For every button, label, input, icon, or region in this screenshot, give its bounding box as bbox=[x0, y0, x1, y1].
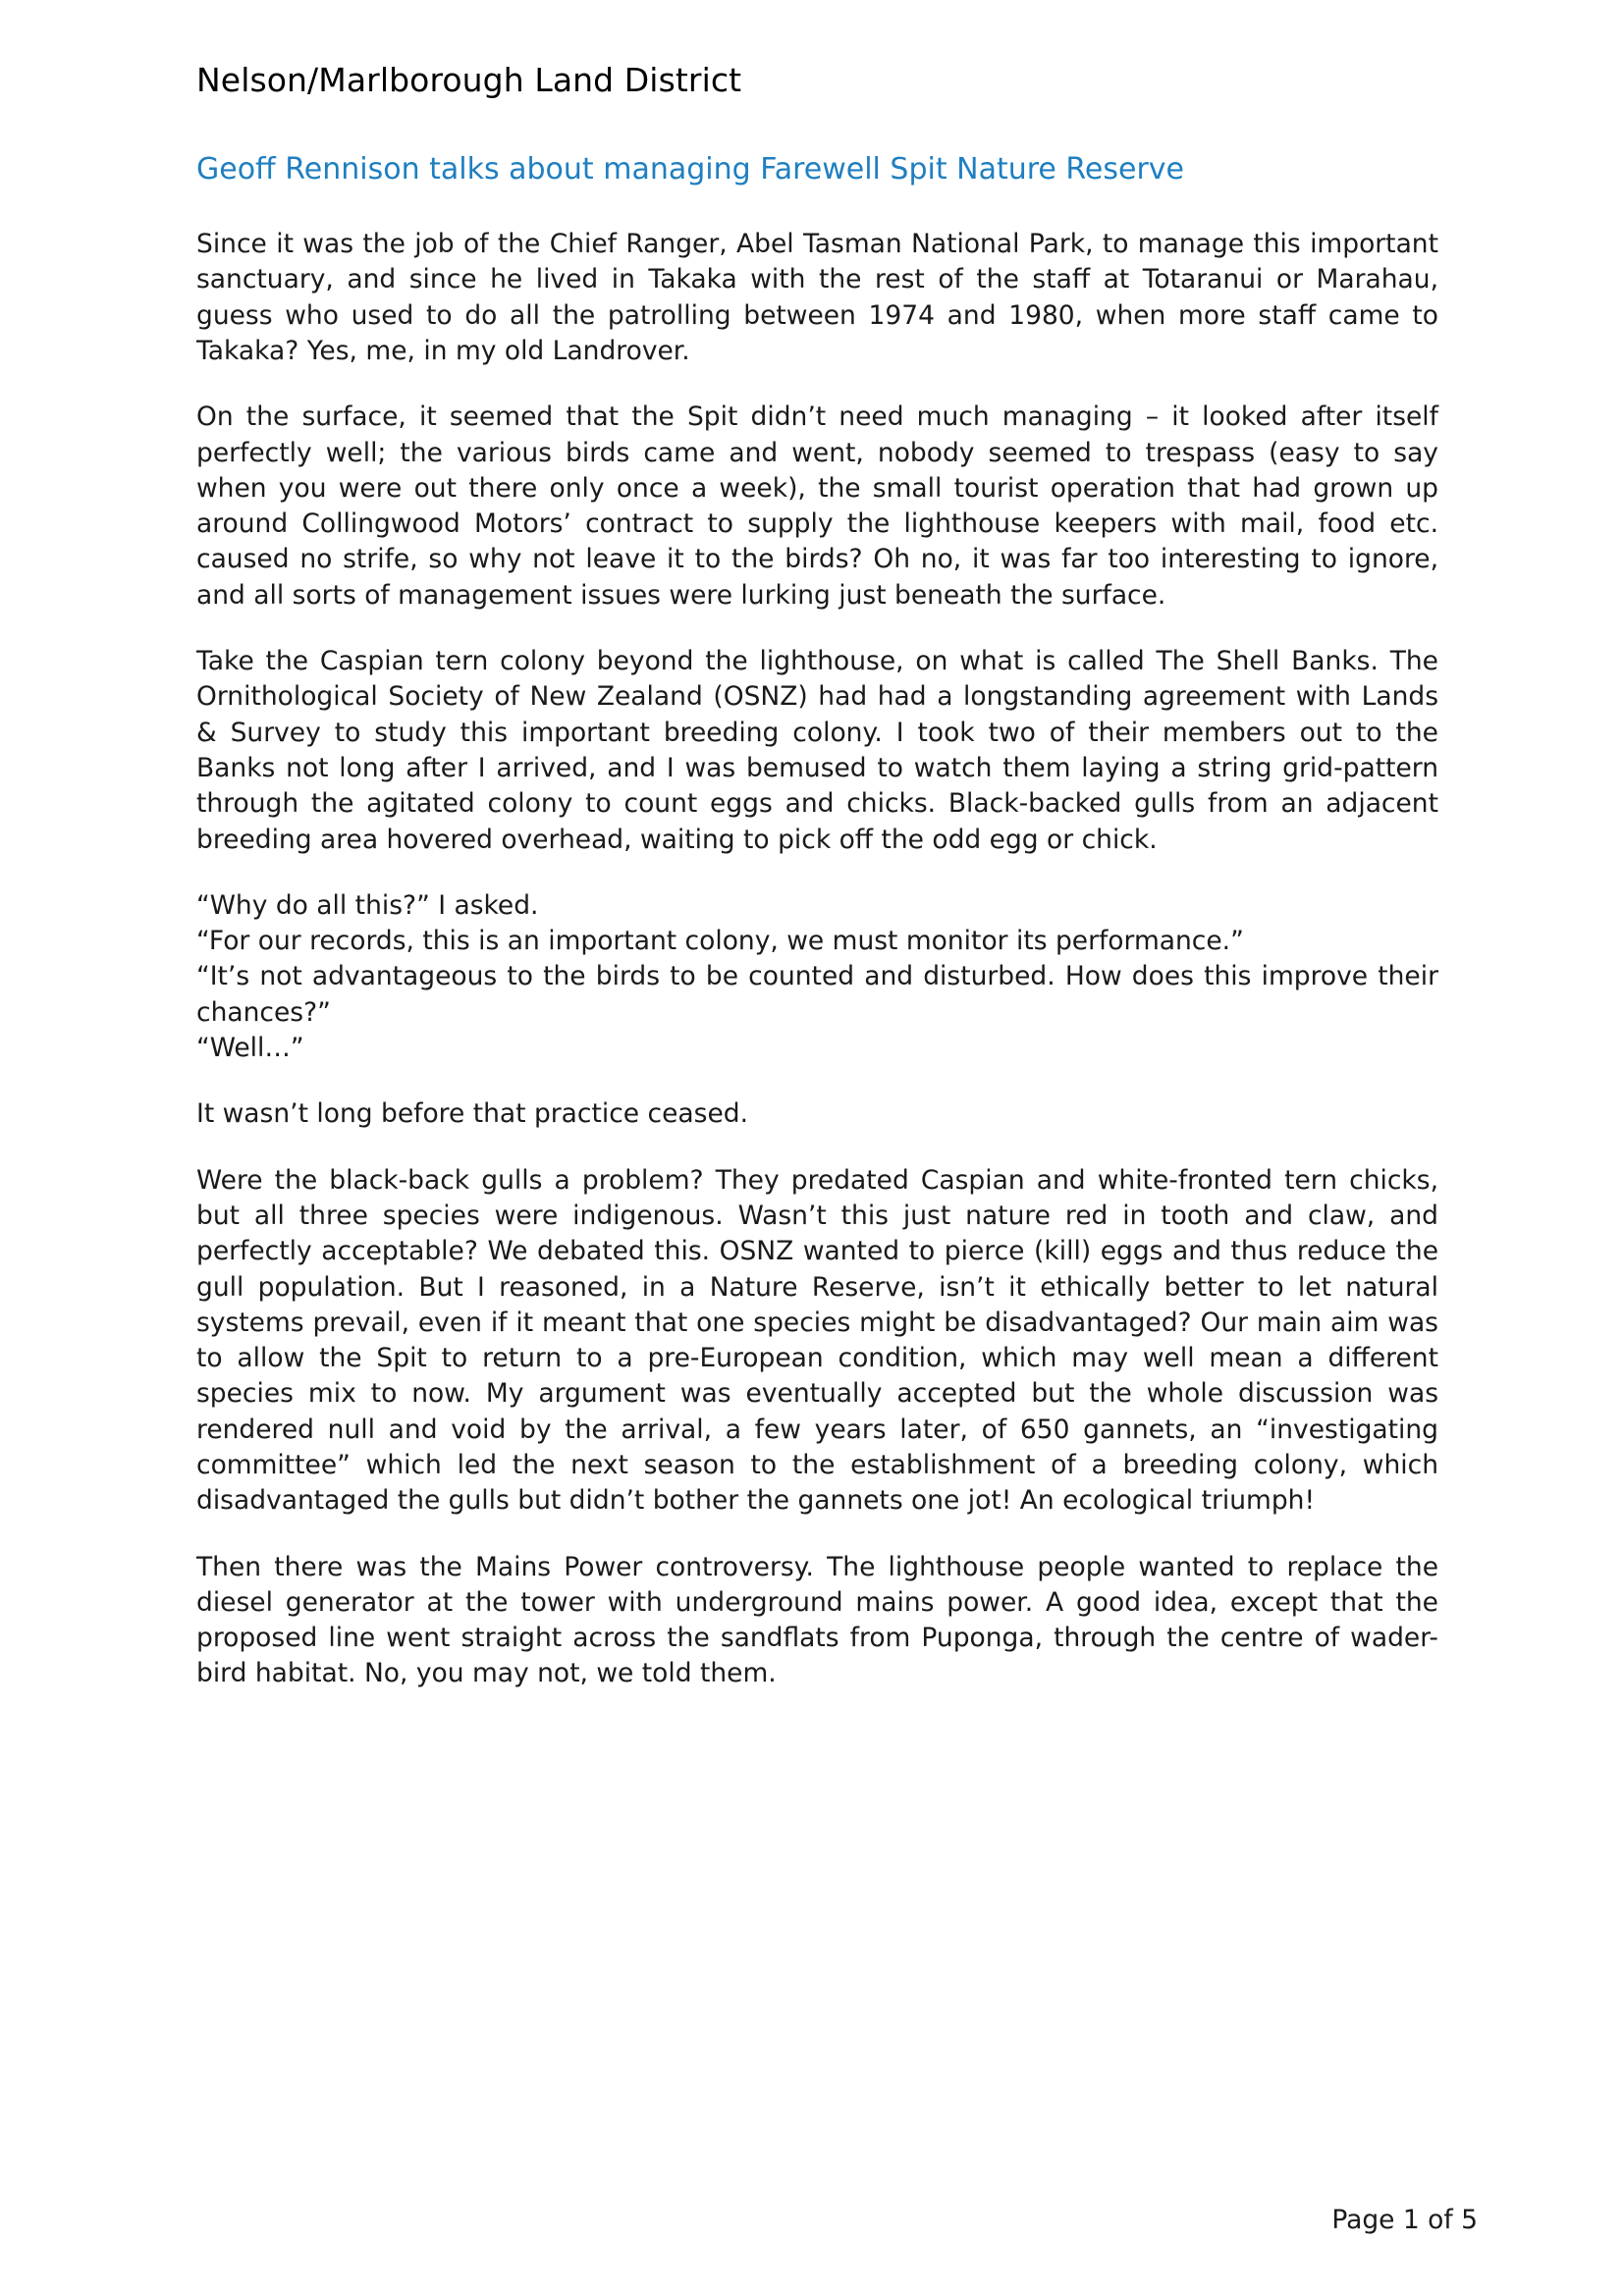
dialogue-line: “It’s not advantageous to the birds to be counted and disturbed. How does this improve their chances?” bbox=[196, 961, 1438, 1028]
page-number: Page 1 of 5 bbox=[1331, 2205, 1478, 2235]
paragraph: Then there was the Mains Power controversy. The lighthouse people wanted to replace the diesel generator at the tower with underground mains power. A good idea, except that the proposed line went straight across the sandflats from Puponga, through the centre of wader-bird habitat. No, you may not, we told them. bbox=[196, 1551, 1438, 1689]
dialogue-line: “Why do all this?” I asked. bbox=[196, 889, 539, 921]
dialogue-line: “Well…” bbox=[196, 1033, 304, 1064]
article-title: Geoff Rennison talks about managing Farewell Spit Nature Reserve bbox=[196, 151, 1184, 187]
paragraph: Take the Caspian tern colony beyond the lighthouse, on what is called The Shell Banks. The Ornithological Society of New Zealand (OSNZ) had had a longstanding agreement with Lands & Survey to study this important breeding colony. I took two of their members out to the Banks not long after I arrived, and I was bemused to watch them laying a string grid-pattern through the agitated colony to count eggs and chicks. Black-backed gulls from an adjacent breeding area hovered overhead, waiting to pick off the odd egg or chick. bbox=[196, 646, 1438, 855]
dialogue-block bbox=[196, 888, 1438, 1066]
paragraph: On the surface, it seemed that the Spit didn’t need much managing – it looked after itself perfectly well; the various birds came and went, nobody seemed to trespass (easy to say when you were out there only once a week), the small tourist operation that had grown up around Collingwood Motors’ contract to supply the lighthouse keepers with mail, food etc. caused no strife, so why not leave it to the birds? Oh no, it was far too interesting to ignore, and all sorts of management issues were lurking just beneath the surface. bbox=[196, 401, 1438, 611]
paragraph: Were the black-back gulls a problem? They predated Caspian and white-fronted tern chicks, but all three species were indigenous. Wasn’t this just nature red in tooth and claw, and perfectly acceptable? We debated this. OSNZ wanted to pierce (kill) eggs and thus reduce the gull population. But I reasoned, in a Nature Reserve, isn’t it ethically better to let natural systems prevail, even if it meant that one species might be disadvantaged? Our main aim was to allow the Spit to return to a pre-European condition, which may well mean a different species mix to now. My argument was eventually accepted but the whole discussion was rendered null and void by the arrival, a few years later, of 650 gannets, an “investigating committee” which led the next season to the establishment of a breeding colony, which disadvantaged the gulls but didn’t bother the gannets one jot! An ecological triumph! bbox=[196, 1164, 1438, 1517]
article-body bbox=[196, 227, 1438, 1692]
dialogue-line: “For our records, this is an important colony, we must monitor its performance.” bbox=[196, 926, 1244, 957]
district-header: Nelson/Marlborough Land District bbox=[196, 61, 742, 99]
paragraph: Since it was the job of the Chief Ranger, Abel Tasman National Park, to manage this important sanctuary, and since he lived in Takaka with the rest of the staff at Totaranui or Marahau, guess who used to do all the patrolling between 1974 and 1980, when more staff came to Takaka? Yes, me, in my old Landrover. bbox=[196, 229, 1438, 366]
paragraph: It wasn’t long before that practice ceased. bbox=[196, 1098, 748, 1130]
